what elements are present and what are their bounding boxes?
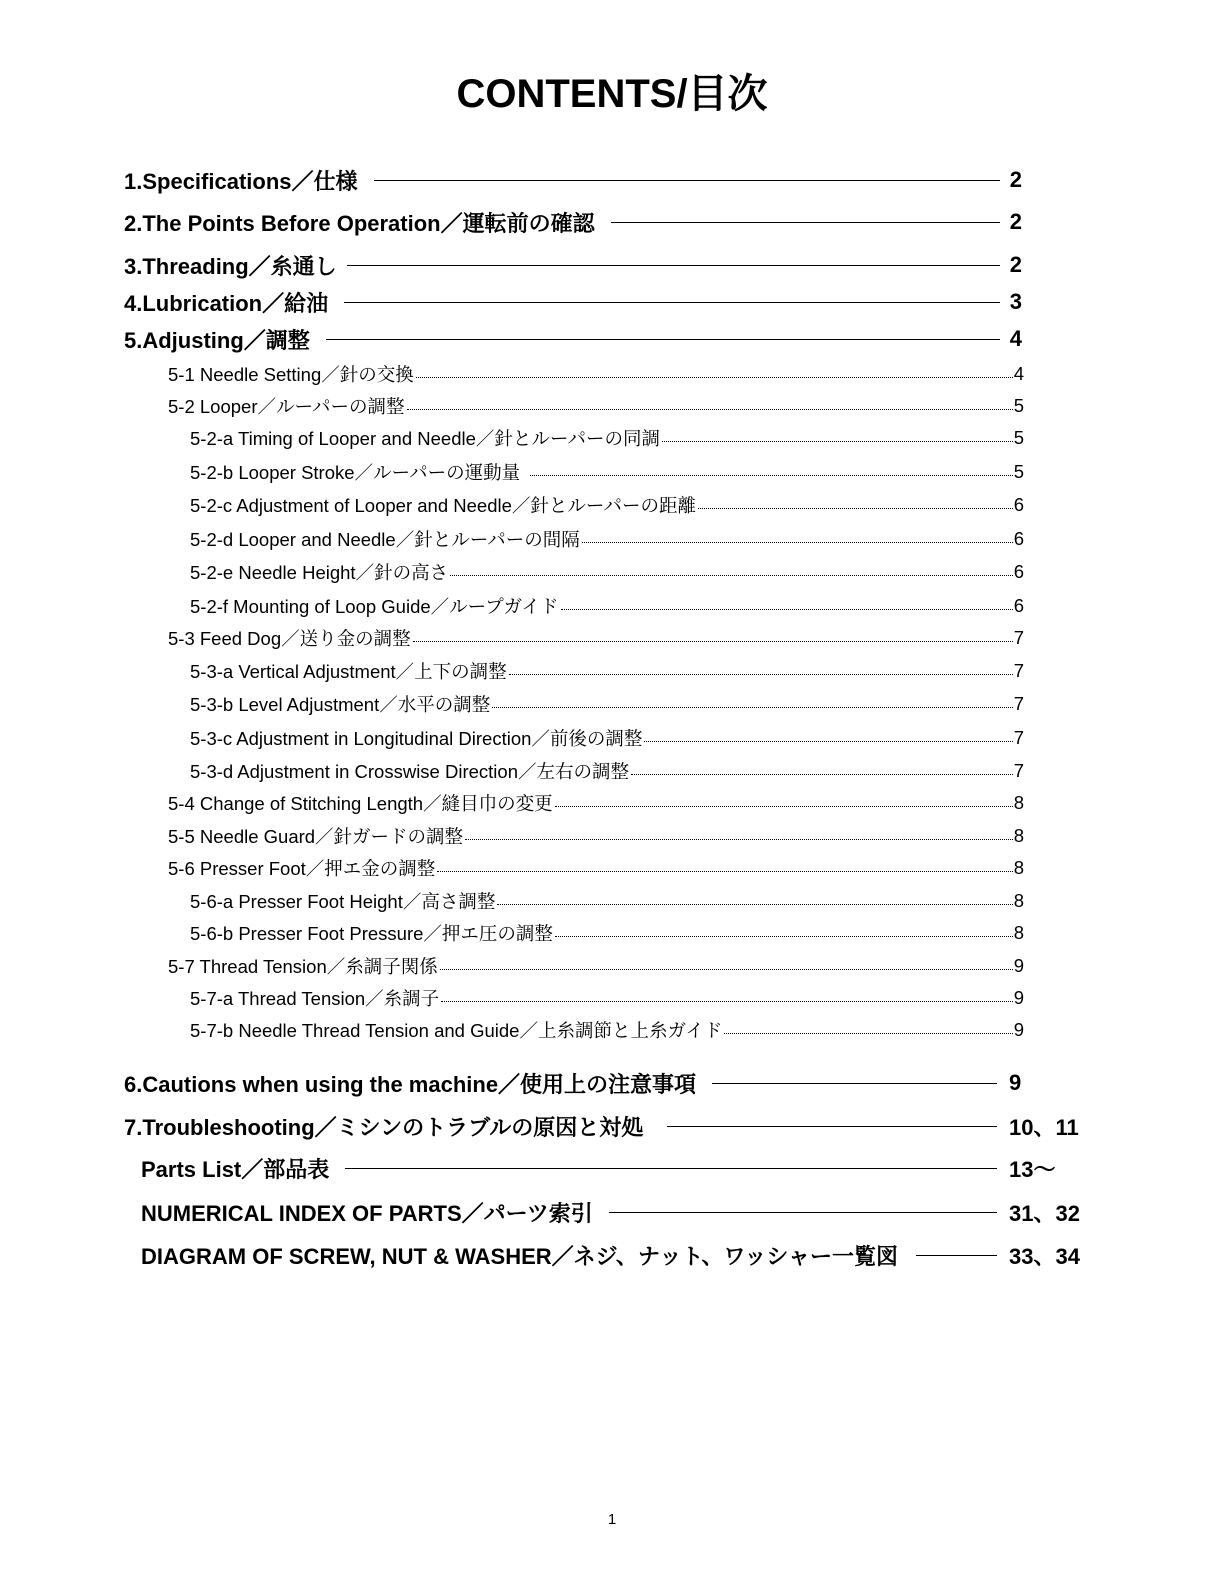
toc-leader	[450, 575, 1013, 576]
toc-label: 5-3 Feed Dog／送り金の調整	[168, 628, 411, 649]
toc-page: 6	[1013, 494, 1024, 515]
toc-page: 33、34	[1009, 1243, 1080, 1269]
toc-label: 5-3-c Adjustment in Longitudinal Direction／前後の調整	[190, 728, 643, 749]
toc-leader	[611, 222, 1000, 223]
toc-label: 5-2-b Looper Stroke／ルーパーの運動量	[190, 462, 521, 483]
toc-label: 3.Threading／糸通し	[124, 253, 337, 279]
toc-entry-5-3-b[interactable]	[190, 689, 1024, 719]
toc-leader	[609, 1212, 997, 1213]
toc-leader	[326, 339, 1000, 340]
toc-entry-diagram[interactable]	[141, 1240, 1079, 1270]
toc-label: 5-7 Thread Tension／糸調子関係	[168, 956, 438, 977]
toc-entry-5-6-b[interactable]	[190, 918, 1024, 948]
toc-page: 8	[1013, 890, 1024, 911]
toc-leader	[916, 1255, 997, 1256]
toc-leader	[530, 475, 1013, 476]
toc-page: 2	[1009, 167, 1022, 192]
toc-page: 8	[1013, 857, 1024, 878]
toc-entry-5-2-e[interactable]	[190, 557, 1024, 587]
toc-entry-5-3-a[interactable]	[190, 656, 1024, 686]
toc-page: 8	[1013, 792, 1024, 813]
toc-entry-numerical-index[interactable]	[141, 1197, 1079, 1227]
toc-page: 6	[1013, 561, 1024, 582]
toc-label: 5-6-b Presser Foot Pressure／押エ圧の調整	[190, 923, 553, 944]
toc-entry-5-4[interactable]	[168, 788, 1024, 818]
toc-page: 3	[1009, 289, 1022, 314]
page-number: 1	[607, 1511, 617, 1528]
toc-label: 5-2-f Mounting of Loop Guide／ループガイド	[190, 596, 559, 617]
toc-entry-5-7-b[interactable]	[190, 1015, 1024, 1045]
toc-label: 5-2-e Needle Height／針の高さ	[190, 562, 449, 583]
toc-page: 13～	[1009, 1156, 1056, 1182]
toc-entry-lubrication[interactable]	[124, 287, 1022, 317]
toc-entry-troubleshooting[interactable]	[124, 1111, 1079, 1141]
toc-label: 4.Lubrication／給油	[124, 290, 329, 316]
toc-label: 5-6 Presser Foot／押エ金の調整	[168, 858, 436, 879]
toc-label: 5.Adjusting／調整	[124, 327, 310, 353]
toc-label: NUMERICAL INDEX OF PARTS／パーツ索引	[141, 1200, 593, 1226]
toc-page: 9	[1013, 955, 1024, 976]
toc-leader	[441, 1001, 1013, 1002]
toc-label: 5-2-a Timing of Looper and Needle／針とルーパーの同調	[190, 428, 660, 449]
toc-entry-specifications[interactable]	[124, 165, 1022, 195]
toc-label: 5-1 Needle Setting／針の交換	[168, 364, 414, 385]
toc-label: 1.Specifications／仕様	[124, 168, 358, 194]
toc-leader	[631, 774, 1013, 775]
toc-label: 5-2-d Looper and Needle／針とルーパーの間隔	[190, 529, 580, 550]
toc-page: 9	[1013, 987, 1024, 1008]
toc-label: 5-4 Change of Stitching Length／縫目巾の変更	[168, 793, 553, 814]
toc-label: 2.The Points Before Operation／運転前の確認	[124, 210, 595, 236]
toc-label: 5-3-d Adjustment in Crosswise Direction／左右の調整	[190, 761, 629, 782]
toc-page: 2	[1009, 252, 1022, 277]
toc-label: 5-3-b Level Adjustment／水平の調整	[190, 694, 491, 715]
toc-label: 5-5 Needle Guard／針ガードの調整	[168, 826, 464, 847]
toc-page: 4	[1013, 363, 1024, 384]
toc-entry-threading[interactable]	[124, 250, 1022, 280]
toc-page: 10、11	[1009, 1114, 1079, 1140]
toc-leader	[374, 180, 1000, 181]
toc-entry-5-6-a[interactable]	[190, 886, 1024, 916]
toc-page: 6	[1013, 528, 1024, 549]
toc-leader	[416, 377, 1013, 378]
toc-page: 9	[1013, 1019, 1024, 1040]
toc-leader	[497, 904, 1012, 905]
toc-page: 7	[1013, 727, 1024, 748]
toc-entry-5-1[interactable]	[168, 359, 1024, 389]
toc-page: 6	[1013, 595, 1024, 616]
toc-entry-cautions[interactable]	[124, 1068, 1079, 1098]
toc-leader	[555, 936, 1013, 937]
toc-page: 8	[1013, 825, 1024, 846]
toc-entry-5-7[interactable]	[168, 951, 1024, 981]
toc-leader	[667, 1126, 997, 1127]
toc-label: 6.Cautions when using the machine／使用上の注意事項	[124, 1071, 697, 1097]
toc-leader	[492, 707, 1012, 708]
toc-entry-5-6[interactable]	[168, 853, 1024, 883]
toc-leader	[345, 1168, 997, 1169]
toc-leader	[712, 1083, 997, 1084]
toc-leader	[344, 302, 1000, 303]
toc-entry-points-before-operation[interactable]	[124, 207, 1022, 237]
toc-leader	[407, 409, 1013, 410]
toc-leader	[724, 1033, 1012, 1034]
toc-label: 5-2 Looper／ルーパーの調整	[168, 396, 405, 417]
toc-entry-5-2-d[interactable]	[190, 524, 1024, 554]
toc-entry-adjusting[interactable]	[124, 324, 1022, 354]
toc-leader	[465, 839, 1013, 840]
toc-entry-5-2[interactable]	[168, 391, 1024, 421]
toc-entry-5-2-a[interactable]	[190, 423, 1024, 453]
toc-leader	[440, 969, 1013, 970]
toc-page: 5	[1013, 427, 1024, 448]
toc-page: 9	[1009, 1070, 1022, 1095]
toc-entry-5-2-b[interactable]	[190, 457, 1024, 487]
toc-page: 7	[1013, 693, 1024, 714]
toc-leader	[347, 265, 1000, 266]
toc-page: 8	[1013, 922, 1024, 943]
toc-entry-5-2-f[interactable]	[190, 591, 1024, 621]
toc-entry-5-3-d[interactable]	[190, 756, 1024, 786]
toc-entry-5-7-a[interactable]	[190, 983, 1024, 1013]
toc-leader	[644, 741, 1012, 742]
toc-leader	[509, 674, 1013, 675]
toc-page: 4	[1009, 326, 1022, 351]
toc-page: 7	[1013, 627, 1024, 648]
toc-entry-5-2-c[interactable]	[190, 490, 1024, 520]
page-title: CONTENTS/目次	[456, 72, 768, 116]
toc-leader	[698, 508, 1013, 509]
toc-leader	[437, 871, 1012, 872]
toc-leader	[582, 542, 1013, 543]
toc-entry-5-3[interactable]	[168, 623, 1024, 653]
toc-page: 5	[1013, 461, 1024, 482]
toc-label: DIAGRAM OF SCREW, NUT & WASHER／ネジ、ナット、ワッシャー一覧図	[141, 1243, 898, 1269]
toc-label: 7.Troubleshooting／ミシンのトラブルの原因と対処	[124, 1114, 644, 1140]
toc-label: 5-3-a Vertical Adjustment／上下の調整	[190, 661, 507, 682]
toc-entry-5-5[interactable]	[168, 821, 1024, 851]
toc-label: 5-7-b Needle Thread Tension and Guide／上糸調節と上糸ガイド	[190, 1020, 723, 1041]
toc-page: 5	[1013, 395, 1024, 416]
toc-entry-5-3-c[interactable]	[190, 723, 1024, 753]
toc-label: Parts List／部品表	[141, 1156, 330, 1182]
toc-leader	[561, 609, 1013, 610]
toc-leader	[662, 441, 1013, 442]
toc-leader	[555, 806, 1013, 807]
toc-page: 7	[1013, 660, 1024, 681]
toc-entry-parts-list[interactable]	[141, 1153, 1079, 1183]
toc-page: 31、32	[1009, 1200, 1080, 1226]
toc-label: 5-7-a Thread Tension／糸調子	[190, 988, 440, 1009]
toc-label: 5-6-a Presser Foot Height／高さ調整	[190, 891, 496, 912]
toc-page: 7	[1013, 760, 1024, 781]
toc-page: 2	[1009, 209, 1022, 234]
toc-label: 5-2-c Adjustment of Looper and Needle／針とルーパーの距離	[190, 495, 696, 516]
toc-leader	[413, 641, 1013, 642]
